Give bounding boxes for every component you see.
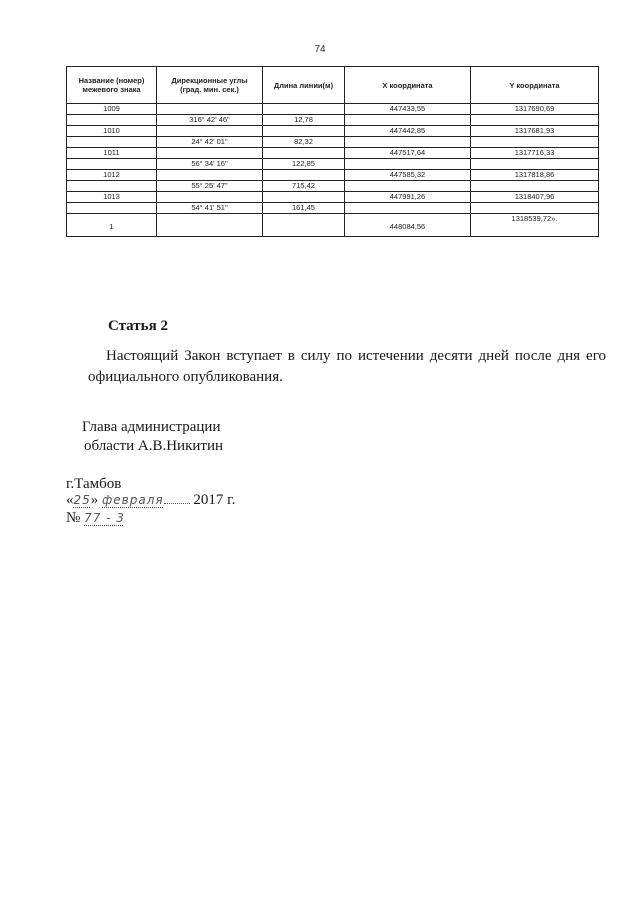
coordinates-table xyxy=(66,66,599,237)
angle-cell: 56° 34' 16" xyxy=(157,159,263,170)
x-cell: 448084,56 xyxy=(345,214,471,237)
x-cell xyxy=(345,159,471,170)
article-heading: Статья 2 xyxy=(108,318,168,334)
x-cell: 447517,64 xyxy=(345,148,471,159)
signature-title-line-1: Глава администрации xyxy=(82,419,221,435)
angle-cell: 54° 41' 51" xyxy=(157,203,263,214)
mark-name-cell: 1013 xyxy=(67,192,157,203)
length-cell xyxy=(263,170,345,181)
header-boundary-mark: Название (номер) межевого знака xyxy=(67,67,157,104)
table-row xyxy=(67,214,599,237)
table-row xyxy=(67,137,599,148)
y-cell: 1317690,69 xyxy=(471,104,599,115)
date-open-quote: « xyxy=(66,492,74,508)
number-label: № xyxy=(66,510,81,526)
place-of-signing: г.Тамбов xyxy=(66,476,122,492)
table-row xyxy=(67,170,599,181)
mark-name-cell: 1009 xyxy=(67,104,157,115)
date-close-quote: » xyxy=(90,492,99,508)
x-cell: 447442,85 xyxy=(345,126,471,137)
y-cell xyxy=(471,159,599,170)
header-direction-angle: Дирекционные углы (град. мин. сек.) xyxy=(157,67,263,104)
table-row xyxy=(67,192,599,203)
x-cell: 447585,32 xyxy=(345,170,471,181)
law-number xyxy=(66,510,125,527)
angle-cell xyxy=(157,148,263,159)
y-cell: 1317818,86 xyxy=(471,170,599,181)
angle-cell: 316° 42' 46" xyxy=(157,115,263,126)
table-row xyxy=(67,126,599,137)
length-cell xyxy=(263,126,345,137)
angle-cell: 24° 42' 01" xyxy=(157,137,263,148)
angle-cell xyxy=(157,214,263,237)
y-cell xyxy=(471,137,599,148)
y-cell: 1317681,93 xyxy=(471,126,599,137)
x-cell xyxy=(345,115,471,126)
length-cell: 715,42 xyxy=(263,181,345,192)
date-year: 2017 г. xyxy=(193,492,236,508)
mark-name-cell xyxy=(67,181,157,192)
length-cell xyxy=(263,148,345,159)
x-cell xyxy=(345,181,471,192)
mark-name-cell xyxy=(67,203,157,214)
table-row xyxy=(67,115,599,126)
y-cell xyxy=(471,203,599,214)
angle-cell xyxy=(157,170,263,181)
x-cell xyxy=(345,137,471,148)
signing-date xyxy=(66,492,235,509)
angle-cell xyxy=(157,192,263,203)
length-cell: 122,85 xyxy=(263,159,345,170)
date-month: февраля xyxy=(102,493,164,507)
article-text: Настоящий Закон вступает в силу по истечении десяти дней после дня его официального опубликования. xyxy=(88,348,606,385)
table-row xyxy=(67,159,599,170)
number-value: 77 - 3 xyxy=(84,511,125,525)
table-header-row xyxy=(67,67,599,104)
y-cell: 1318407,96 xyxy=(471,192,599,203)
angle-cell xyxy=(157,126,263,137)
mark-name-cell: 1011 xyxy=(67,148,157,159)
table-row xyxy=(67,181,599,192)
header-x-coordinate: X координата xyxy=(345,67,471,104)
x-cell: 447433,55 xyxy=(345,104,471,115)
mark-name-cell: 1 xyxy=(67,214,157,237)
signature-title-line-2: области А.В.Никитин xyxy=(84,438,224,454)
header-y-coordinate: Y координата xyxy=(471,67,599,104)
angle-cell xyxy=(157,104,263,115)
page-number: 74 xyxy=(314,44,326,55)
length-cell xyxy=(263,104,345,115)
table-row xyxy=(67,104,599,115)
mark-name-cell xyxy=(67,115,157,126)
signature-block xyxy=(82,418,223,456)
date-day: 25 xyxy=(73,493,91,507)
x-cell: 447991,26 xyxy=(345,192,471,203)
length-cell: 82,32 xyxy=(263,137,345,148)
length-cell xyxy=(263,192,345,203)
length-cell: 161,45 xyxy=(263,203,345,214)
header-line-length: Длина линии(м) xyxy=(263,67,345,104)
y-cell xyxy=(471,115,599,126)
y-cell: 1317716,33 xyxy=(471,148,599,159)
date-blank-line xyxy=(164,503,190,504)
mark-name-cell: 1012 xyxy=(67,170,157,181)
mark-name-cell xyxy=(67,137,157,148)
y-cell: 1318539,72». xyxy=(471,214,599,237)
table-row xyxy=(67,203,599,214)
mark-name-cell xyxy=(67,159,157,170)
length-cell: 12,78 xyxy=(263,115,345,126)
y-cell xyxy=(471,181,599,192)
x-cell xyxy=(345,203,471,214)
length-cell xyxy=(263,214,345,237)
table-row xyxy=(67,148,599,159)
angle-cell: 55° 25' 47" xyxy=(157,181,263,192)
mark-name-cell: 1010 xyxy=(67,126,157,137)
